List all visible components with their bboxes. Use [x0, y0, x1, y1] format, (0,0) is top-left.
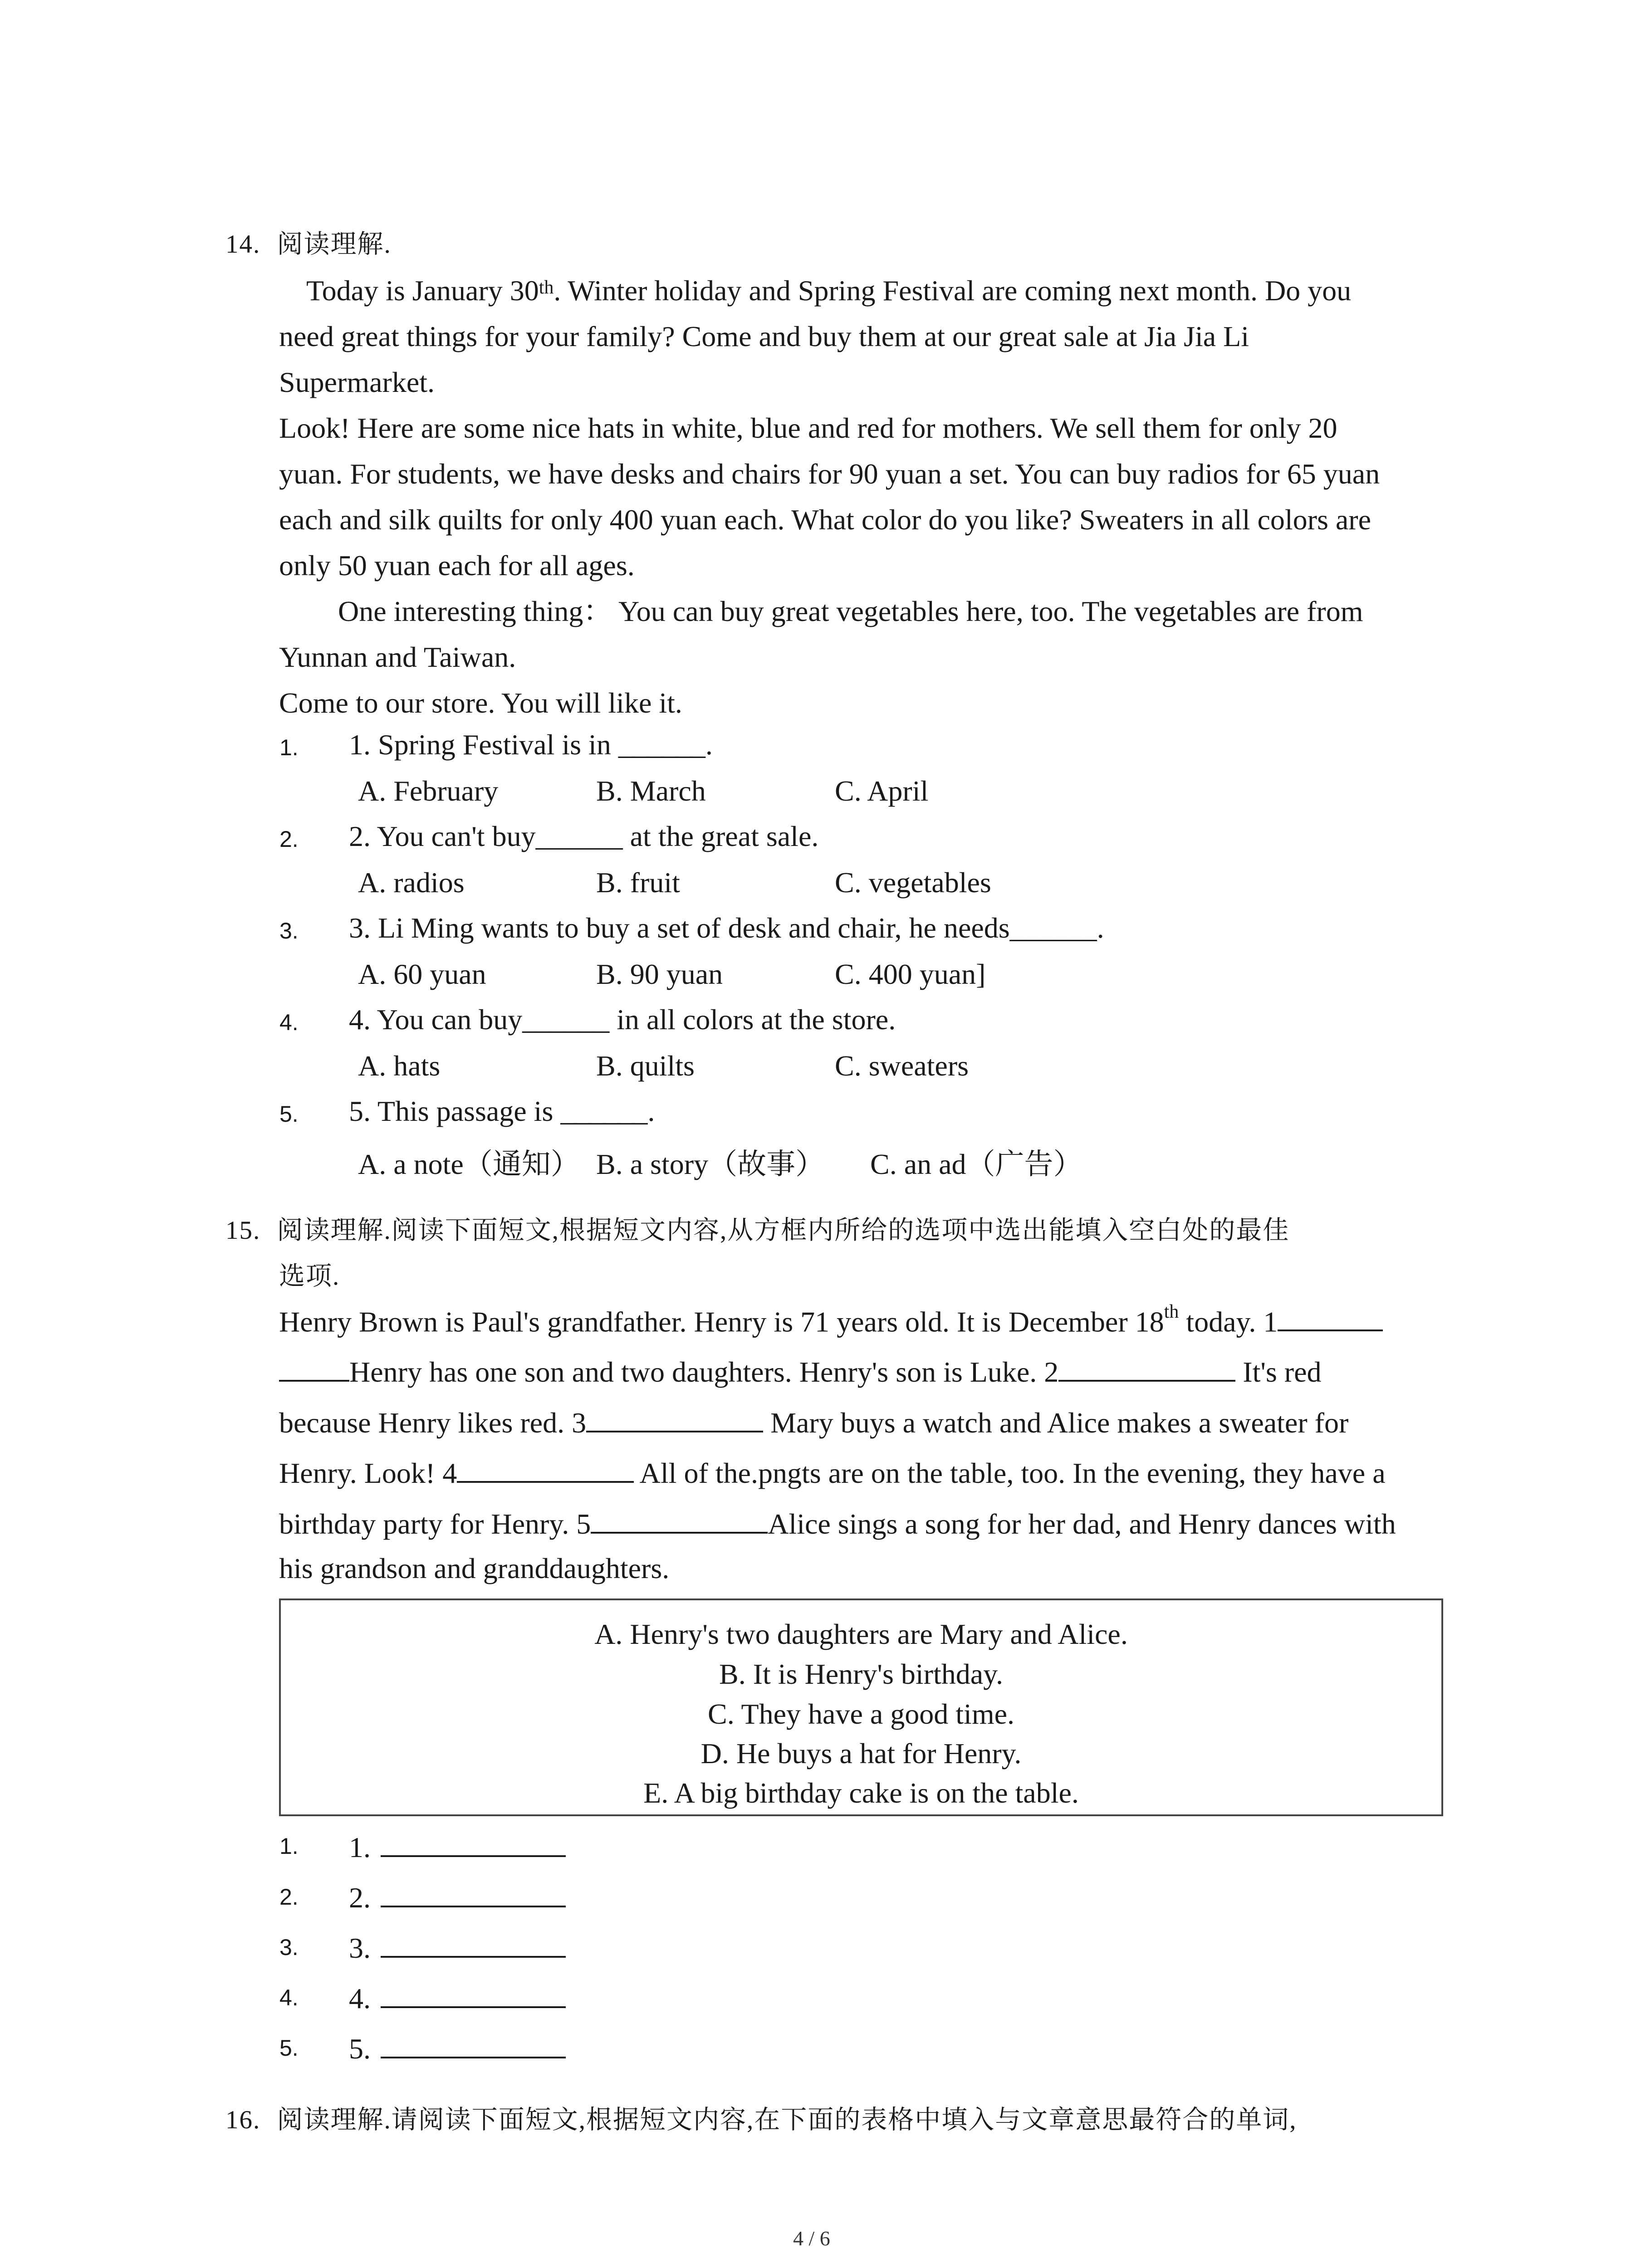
option-b[interactable]: B. fruit [596, 866, 680, 899]
blank-2[interactable] [1058, 1356, 1235, 1382]
question-heading: 阅读理解. [277, 230, 392, 259]
answer-blank[interactable] [381, 1932, 566, 1958]
passage-line: birthday party for Henry. 5 Alice sings a song for her dad, and Henry dances with [279, 1508, 1396, 1540]
answer-number: 5. [279, 2035, 299, 2061]
subquestion-text: 5. This passage is ______. [349, 1095, 655, 1127]
answer-line: 1. [349, 1831, 566, 1864]
passage-line: his grandson and granddaughters. [279, 1552, 670, 1584]
blank-5[interactable] [591, 1508, 768, 1534]
answer-blank[interactable] [381, 1882, 566, 1907]
question-15-header [225, 1209, 1289, 1246]
answer-line: 4. [349, 1982, 566, 2015]
box-option-c: C. They have a good time. [708, 1698, 1014, 1730]
question-heading: 阅读理解.请阅读下面短文,根据短文内容,在下面的表格中填入与文章意思最符合的单词, [277, 2106, 1297, 2134]
question-number: 15. [225, 1216, 261, 1245]
option-b[interactable]: B. quilts [596, 1050, 695, 1082]
blank-1-cont[interactable] [279, 1356, 349, 1382]
answer-blank[interactable] [381, 2033, 566, 2058]
option-b[interactable]: B. a story（故事） [596, 1148, 825, 1180]
box-option-a: A. Henry's two daughters are Mary and Alice. [594, 1618, 1128, 1650]
subquestion-number: 5. [279, 1101, 299, 1127]
answer-line: 2. [349, 1881, 566, 1915]
q14-passage [279, 268, 1459, 726]
answer-number: 1. [279, 1833, 299, 1859]
answer-line: 5. [349, 2032, 566, 2066]
question-16-header [225, 2099, 1297, 2136]
box-option-d: D. He buys a hat for Henry. [700, 1737, 1022, 1769]
subquestion-text: 3. Li Ming wants to buy a set of desk and chair, he needs______. [349, 912, 1104, 944]
option-a[interactable]: A. radios [358, 866, 465, 899]
option-a[interactable]: A. February [358, 775, 499, 807]
option-c[interactable]: C. 400 yuan] [835, 958, 986, 990]
passage-line: Henry. Look! 4 All of the.pngts are on the table, too. In the evening, they have a [279, 1457, 1386, 1489]
blank-4[interactable] [457, 1457, 634, 1483]
answer-number: 2. [279, 1884, 299, 1910]
box-option-e: E. A big birthday cake is on the table. [643, 1777, 1079, 1809]
passage-line: Supermarket. [279, 366, 435, 398]
passage-line: need great things for your family? Come and buy them at our great sale at Jia Jia Li [279, 320, 1249, 352]
passage-line: yuan. For students, we have desks and chairs for 90 yuan a set. You can buy radios for 65 yuan [279, 458, 1380, 490]
subquestion-number: 4. [279, 1010, 299, 1035]
subquestion-number: 2. [279, 826, 299, 852]
question-14-header [225, 223, 392, 260]
passage-line: Henry Brown is Paul's grandfather. Henry is 71 years old. It is December 18th today. 1 [279, 1305, 1383, 1339]
passage-line: only 50 yuan each for all ages. [279, 549, 635, 582]
blank-1[interactable] [1278, 1306, 1383, 1331]
subquestion-text: 4. You can buy______ in all colors at the store. [349, 1003, 896, 1036]
option-c[interactable]: C. vegetables [835, 866, 991, 899]
box-option-b: B. It is Henry's birthday. [719, 1658, 1003, 1690]
option-a[interactable]: A. 60 yuan [358, 958, 486, 990]
answer-blank[interactable] [381, 1832, 566, 1857]
option-b[interactable]: B. March [596, 775, 706, 807]
question-heading: 阅读理解.阅读下面短文,根据短文内容,从方框内所给的选项中选出能填入空白处的最佳 [277, 1216, 1290, 1245]
passage-line: Today is January 30th. Winter holiday and Spring Festival are coming next month. Do you [306, 274, 1352, 307]
passage-line: Look! Here are some nice hats in white, blue and red for mothers. We sell them for only 20 [279, 412, 1337, 444]
passage-line: Yunnan and Taiwan. [279, 641, 516, 673]
subquestion-number: 1. [279, 735, 299, 760]
passage-line: because Henry likes red. 3 Mary buys a watch and Alice makes a sweater for [279, 1407, 1349, 1439]
answer-blank[interactable] [381, 1983, 566, 2008]
option-a[interactable]: A. hats [358, 1050, 441, 1082]
option-c[interactable]: C. sweaters [835, 1050, 969, 1082]
passage-line: each and silk quilts for only 400 yuan each. What color do you like? Sweaters in all colors are [279, 503, 1371, 536]
option-c[interactable]: C. April [835, 775, 929, 807]
passage-line: Come to our store. You will like it. [279, 687, 682, 719]
page-number: 4 / 6 [793, 2227, 830, 2250]
blank-3[interactable] [586, 1407, 763, 1432]
option-a[interactable]: A. a note（通知） [358, 1148, 580, 1180]
passage-line: One interesting thing： You can buy great vegetables here, too. The vegetables are from [338, 595, 1363, 627]
answer-number: 4. [279, 1985, 299, 2010]
question-number: 14. [225, 230, 261, 259]
answer-line: 3. [349, 1931, 566, 1965]
option-b[interactable]: B. 90 yuan [596, 958, 723, 990]
subquestion-number: 3. [279, 918, 299, 943]
answer-number: 3. [279, 1935, 299, 1960]
question-number: 16. [225, 2106, 261, 2134]
passage-line: Henry has one son and two daughters. Henry's son is Luke. 2 It's red [279, 1355, 1322, 1389]
option-c[interactable]: C. an ad（广告） [870, 1148, 1083, 1180]
subquestion-text: 2. You can't buy______ at the great sale. [349, 820, 819, 852]
question-heading-continued: 选项. [279, 1262, 340, 1290]
options-box [279, 1598, 1443, 1816]
subquestion-text: 1. Spring Festival is in ______. [349, 728, 713, 761]
